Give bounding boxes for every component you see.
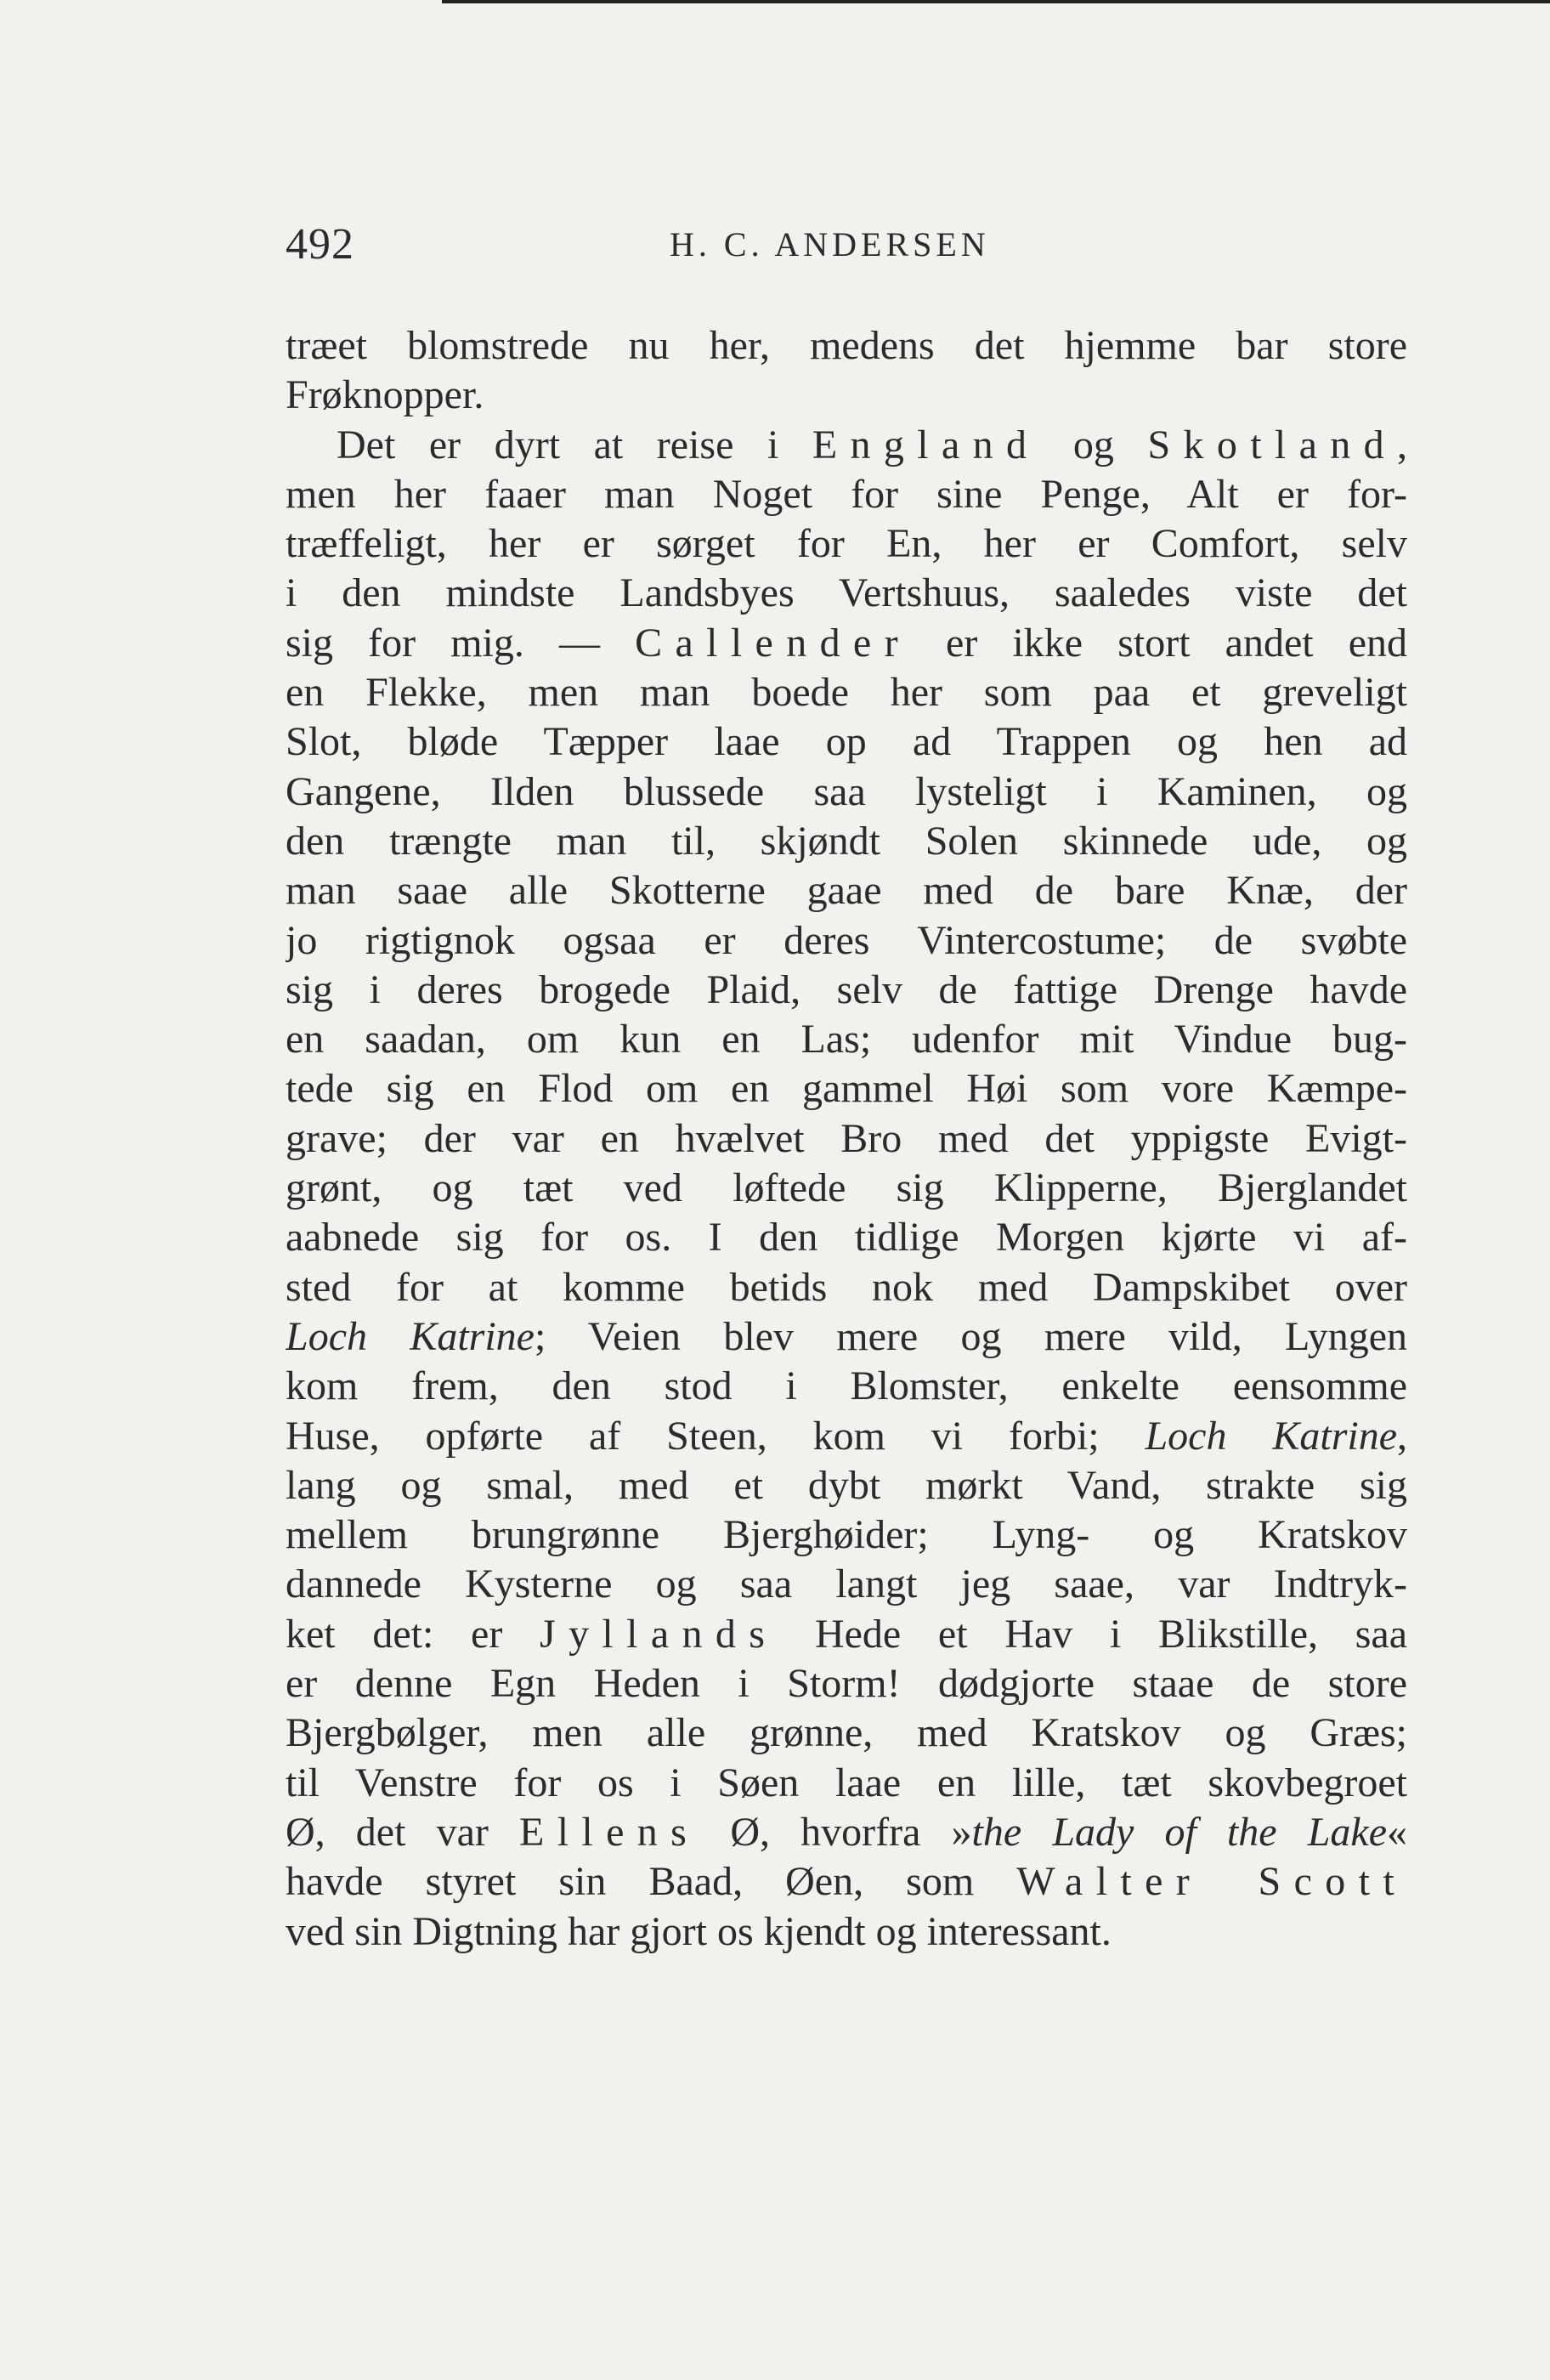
text-line (286, 916, 1407, 966)
text-segment: Bjergbølger, men alle grønne, med Kratskov og Græs; (286, 1710, 1407, 1756)
text-line (286, 470, 1407, 519)
text-line (286, 1263, 1407, 1312)
spaced-name: Ellens (519, 1809, 700, 1855)
text-line (286, 966, 1407, 1015)
text-segment: mellem brungrønne Bjerghøider; Lyng- og Kratskov (286, 1512, 1407, 1558)
text-segment: « (1387, 1809, 1407, 1855)
text-line (286, 1213, 1407, 1262)
text-segment: Gangene, Ilden blussede saa lysteligt i Kaminen, og (286, 768, 1407, 814)
text-segment: er ikke stort andet end (910, 620, 1407, 666)
text-segment: kom frem, den stod i Blomster, enkelte eensomme (286, 1363, 1407, 1409)
text-segment: ved sin Digtning har gjort os kjendt og interessant. (286, 1908, 1112, 1954)
text-segment: , (1397, 422, 1407, 468)
text-line (286, 1560, 1407, 1609)
text-segment: Ø, hvorfra » (699, 1809, 972, 1855)
text-line (286, 371, 1407, 420)
text-line (286, 1015, 1407, 1064)
text-segment: aabnede sig for os. I den tidlige Morgen kjørte vi af- (286, 1215, 1407, 1261)
text-line (286, 768, 1407, 817)
page-header (286, 214, 1407, 274)
text-line (286, 717, 1407, 767)
text-line (286, 619, 1407, 668)
text-segment: den trængte man til, skjøndt Solen skinnede ude, og (286, 818, 1407, 864)
text-line (286, 866, 1407, 915)
spaced-name: Skotland (1147, 422, 1398, 468)
text-segment: er denne Egn Heden i Storm! dødgjorte staae de store (286, 1661, 1407, 1707)
text-line (286, 321, 1407, 371)
spaced-name: Callender (635, 620, 911, 666)
spaced-name: England (812, 422, 1040, 468)
text-segment: jo rigtignok ogsaa er deres Vintercostume; de svøbte (286, 917, 1407, 963)
text-line (286, 1907, 1407, 1957)
text-segment: Slot, bløde Tæpper laae op ad Trappen og hen ad (286, 719, 1407, 765)
text-segment: grave; der var en hvælvet Bro med det yppigste Evigt- (286, 1115, 1407, 1161)
text-segment: sted for at komme betids nok med Dampskibet over (286, 1264, 1407, 1310)
text-line (286, 817, 1407, 866)
italic-title: the Lady of the Lake (971, 1809, 1388, 1855)
text-segment: ket det: er (286, 1611, 540, 1657)
text-line (286, 1808, 1407, 1857)
text-segment: ; Veien blev mere og mere vild, Lyngen (534, 1313, 1407, 1359)
text-segment: Huse, opførte af Steen, kom vi forbi; (286, 1413, 1146, 1459)
spaced-name: Jyllands (540, 1611, 778, 1657)
text-segment: tede sig en Flod om en gammel Høi som vore Kæmpe- (286, 1066, 1407, 1112)
text-segment: man saae alle Skotterne gaae med de bare Knæ, der (286, 868, 1407, 914)
text-line (286, 1312, 1407, 1362)
text-segment: og (1039, 422, 1148, 468)
text-segment: i den mindste Landsbyes Vertshuus, saaledes viste det (286, 570, 1407, 616)
text-line (286, 1164, 1407, 1213)
text-line (286, 1659, 1407, 1708)
text-segment: dannede Kysterne og saa langt jeg saae, var Indtryk- (286, 1561, 1407, 1607)
text-segment: sig i deres brogede Plaid, selv de fattige Drenge havde (286, 966, 1407, 1012)
text-line (286, 421, 1407, 470)
page-number: 492 (286, 220, 354, 269)
text-line (286, 519, 1407, 569)
text-line (286, 1114, 1407, 1164)
text-segment: havde styret sin Baad, Øen, som (286, 1859, 1017, 1905)
text-segment: en saadan, om kun en Las; udenfor mit Vindue bug- (286, 1017, 1407, 1062)
text-line (286, 1064, 1407, 1114)
text-segment: Hede et Hav i Blikstille, saa (778, 1611, 1407, 1657)
text-segment: sig for mig. — (286, 620, 636, 666)
text-line (286, 668, 1407, 717)
text-segment: til Venstre for os i Søen laae en lille, tæt skovbegroet (286, 1760, 1407, 1805)
text-segment: træffeligt, her er sørget for En, her er Comfort, selv (286, 521, 1407, 567)
text-segment: grønt, og tæt ved løftede sig Klipperne, Bjerglandet (286, 1165, 1407, 1211)
text-segment: Ø, det var (286, 1809, 520, 1855)
text-line (286, 1857, 1407, 1907)
text-segment: Frøknopper. (286, 372, 484, 418)
text-segment: , (1397, 1413, 1407, 1459)
running-title: H. C. ANDERSEN (670, 225, 990, 264)
italic-title: Loch Katrine (1145, 1413, 1398, 1459)
text-line (286, 1362, 1407, 1411)
text-line (286, 569, 1407, 618)
text-line (286, 1759, 1407, 1808)
top-edge-rule (442, 0, 1550, 3)
text-segment: træet blomstrede nu her, medens det hjemme bar store (286, 323, 1407, 368)
text-line (286, 1412, 1407, 1461)
italic-title: Loch Katrine (286, 1313, 535, 1359)
spaced-name: Walter Scott (1016, 1859, 1407, 1905)
text-line (286, 1510, 1407, 1560)
text-segment: lang og smal, med et dybt mørkt Vand, strakte sig (286, 1462, 1407, 1508)
text-segment: men her faaer man Noget for sine Penge, Alt er for- (286, 471, 1407, 517)
text-segment: Det er dyrt at reise i (337, 422, 812, 468)
text-line (286, 1461, 1407, 1510)
text-line (286, 1610, 1407, 1659)
text-segment: en Flekke, men man boede her som paa et greveligt (286, 670, 1407, 716)
body-text (286, 321, 1407, 1957)
text-line (286, 1708, 1407, 1758)
